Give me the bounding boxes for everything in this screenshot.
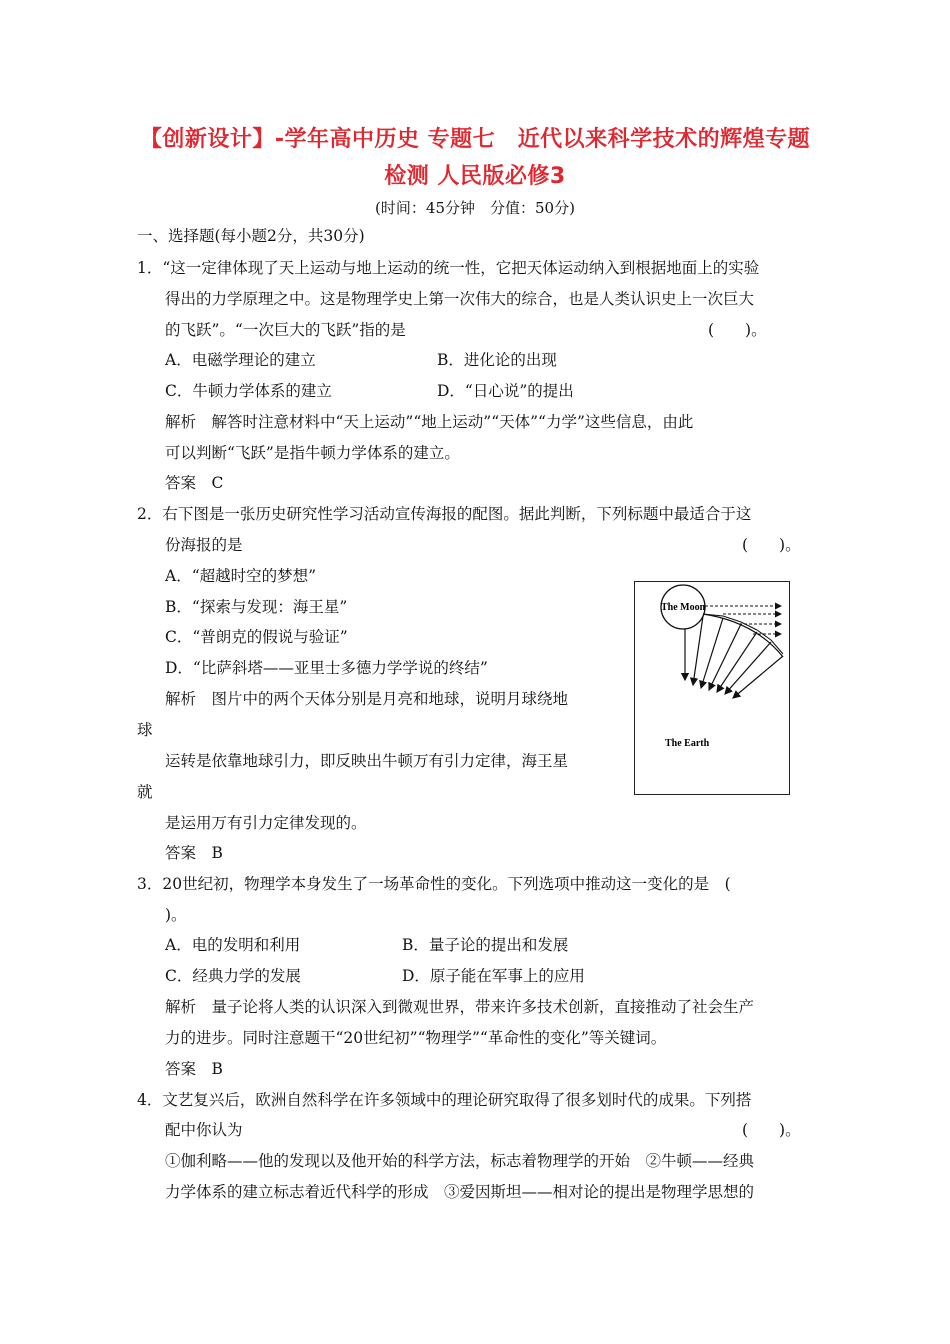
q4-stem-line: 配中你认为 (165, 1121, 243, 1139)
moon-label: The Moon (661, 602, 706, 613)
exam-meta: (时间：45分钟 分值：50分) (375, 199, 575, 217)
q3-analysis: 解析 量子论将人类的认识深入到微观世界，带来许多技术创新，直接推动了社会生产 (165, 998, 755, 1016)
q1-answer-blank: ( )。 (708, 321, 767, 339)
q2-stem-line: 份海报的是 (165, 536, 243, 554)
q2-option-c: C．“普朗克的假说与验证” (165, 628, 348, 646)
q1-option-b: B．进化论的出现 (437, 351, 557, 369)
q2-analysis: 球 (137, 721, 153, 739)
document-title-line-1: 【创新设计】-学年高中历史 专题七 近代以来科学技术的辉煌专题 (139, 127, 811, 152)
q2-option-d: D．“比萨斜塔——亚里士多德力学学说的终结” (165, 659, 488, 677)
q3-option-b: B．量子论的提出和发展 (402, 936, 569, 954)
orbit-arc (703, 614, 783, 657)
section-heading: 一、选择题(每小题2分，共30分) (137, 227, 365, 245)
q3-option-c: C．经典力学的发展 (165, 967, 301, 985)
q1-analysis: 可以判断“飞跃”是指牛顿力学体系的建立。 (165, 444, 460, 462)
gravity-arrows (685, 616, 783, 698)
dashed-arrows (705, 606, 781, 634)
q4-stem-line: 4．文艺复兴后，欧洲自然科学在许多领域中的理论研究取得了很多划时代的成果。下列搭 (137, 1091, 752, 1109)
q2-analysis: 就 (137, 783, 153, 801)
q2-option-b: B．“探索与发现：海王星” (165, 598, 348, 616)
q1-option-a: A．电磁学理论的建立 (165, 351, 316, 369)
q1-option-c: C．牛顿力学体系的建立 (165, 382, 332, 400)
q2-answer: 答案 B (165, 844, 223, 862)
q2-analysis: 运转是依靠地球引力，即反映出牛顿万有引力定律，海王星 (165, 752, 569, 770)
q3-option-a: A．电的发明和利用 (165, 936, 301, 954)
q4-option-line: ①伽利略——他的发现以及他开始的科学方法，标志着物理学的开始 ②牛顿——经典 (165, 1152, 755, 1170)
q3-option-d: D．原子能在军事上的应用 (402, 967, 585, 985)
q2-analysis: 是运用万有引力定律发现的。 (165, 814, 367, 832)
q2-analysis: 解析 图片中的两个天体分别是月亮和地球，说明月球绕地 (165, 690, 569, 708)
q2-option-a: A．“超越时空的梦想” (165, 567, 317, 585)
q1-analysis: 解析 解答时注意材料中“天上运动”“地上运动”“天体”“力学”这些信息，由此 (165, 413, 694, 431)
moon-earth-figure (634, 581, 790, 795)
q3-stem-line: 3．20世纪初，物理学本身发生了一场革命性的变化。下列选项中推动这一变化的是 ( (137, 875, 731, 893)
q1-answer: 答案 C (165, 474, 224, 492)
q3-answer: 答案 B (165, 1060, 223, 1078)
q1-option-d: D．“日心说”的提出 (437, 382, 574, 400)
q2-stem-line: 2．右下图是一张历史研究性学习活动宣传海报的配图。据此判断，下列标题中最适合于这 (137, 505, 752, 523)
document-title-line-2: 检测 人民版必修3 (384, 164, 566, 189)
q1-stem-line: 1．“这一定律体现了天上运动与地上运动的统一性，它把天体运动纳入到根据地面上的实验 (137, 259, 760, 277)
moon-orbit-diagram (635, 582, 791, 796)
q3-stem-line: )。 (165, 906, 187, 924)
q1-stem-line: 得出的力学原理之中。这是物理学史上第一次伟大的综合，也是人类认识史上一次巨大 (165, 290, 755, 308)
q4-answer-blank: ( )。 (742, 1121, 801, 1139)
q3-analysis: 力的进步。同时注意题干“20世纪初”“物理学”“革命性的变化”等关键词。 (165, 1029, 667, 1047)
q1-stem-line: 的飞跃”。“一次巨大的飞跃”指的是 (165, 321, 406, 339)
q2-answer-blank: ( )。 (742, 536, 801, 554)
earth-label: The Earth (665, 738, 710, 749)
q4-option-line: 力学体系的建立标志着近代科学的形成 ③爱因斯坦——相对论的提出是物理学思想的 (165, 1183, 755, 1201)
